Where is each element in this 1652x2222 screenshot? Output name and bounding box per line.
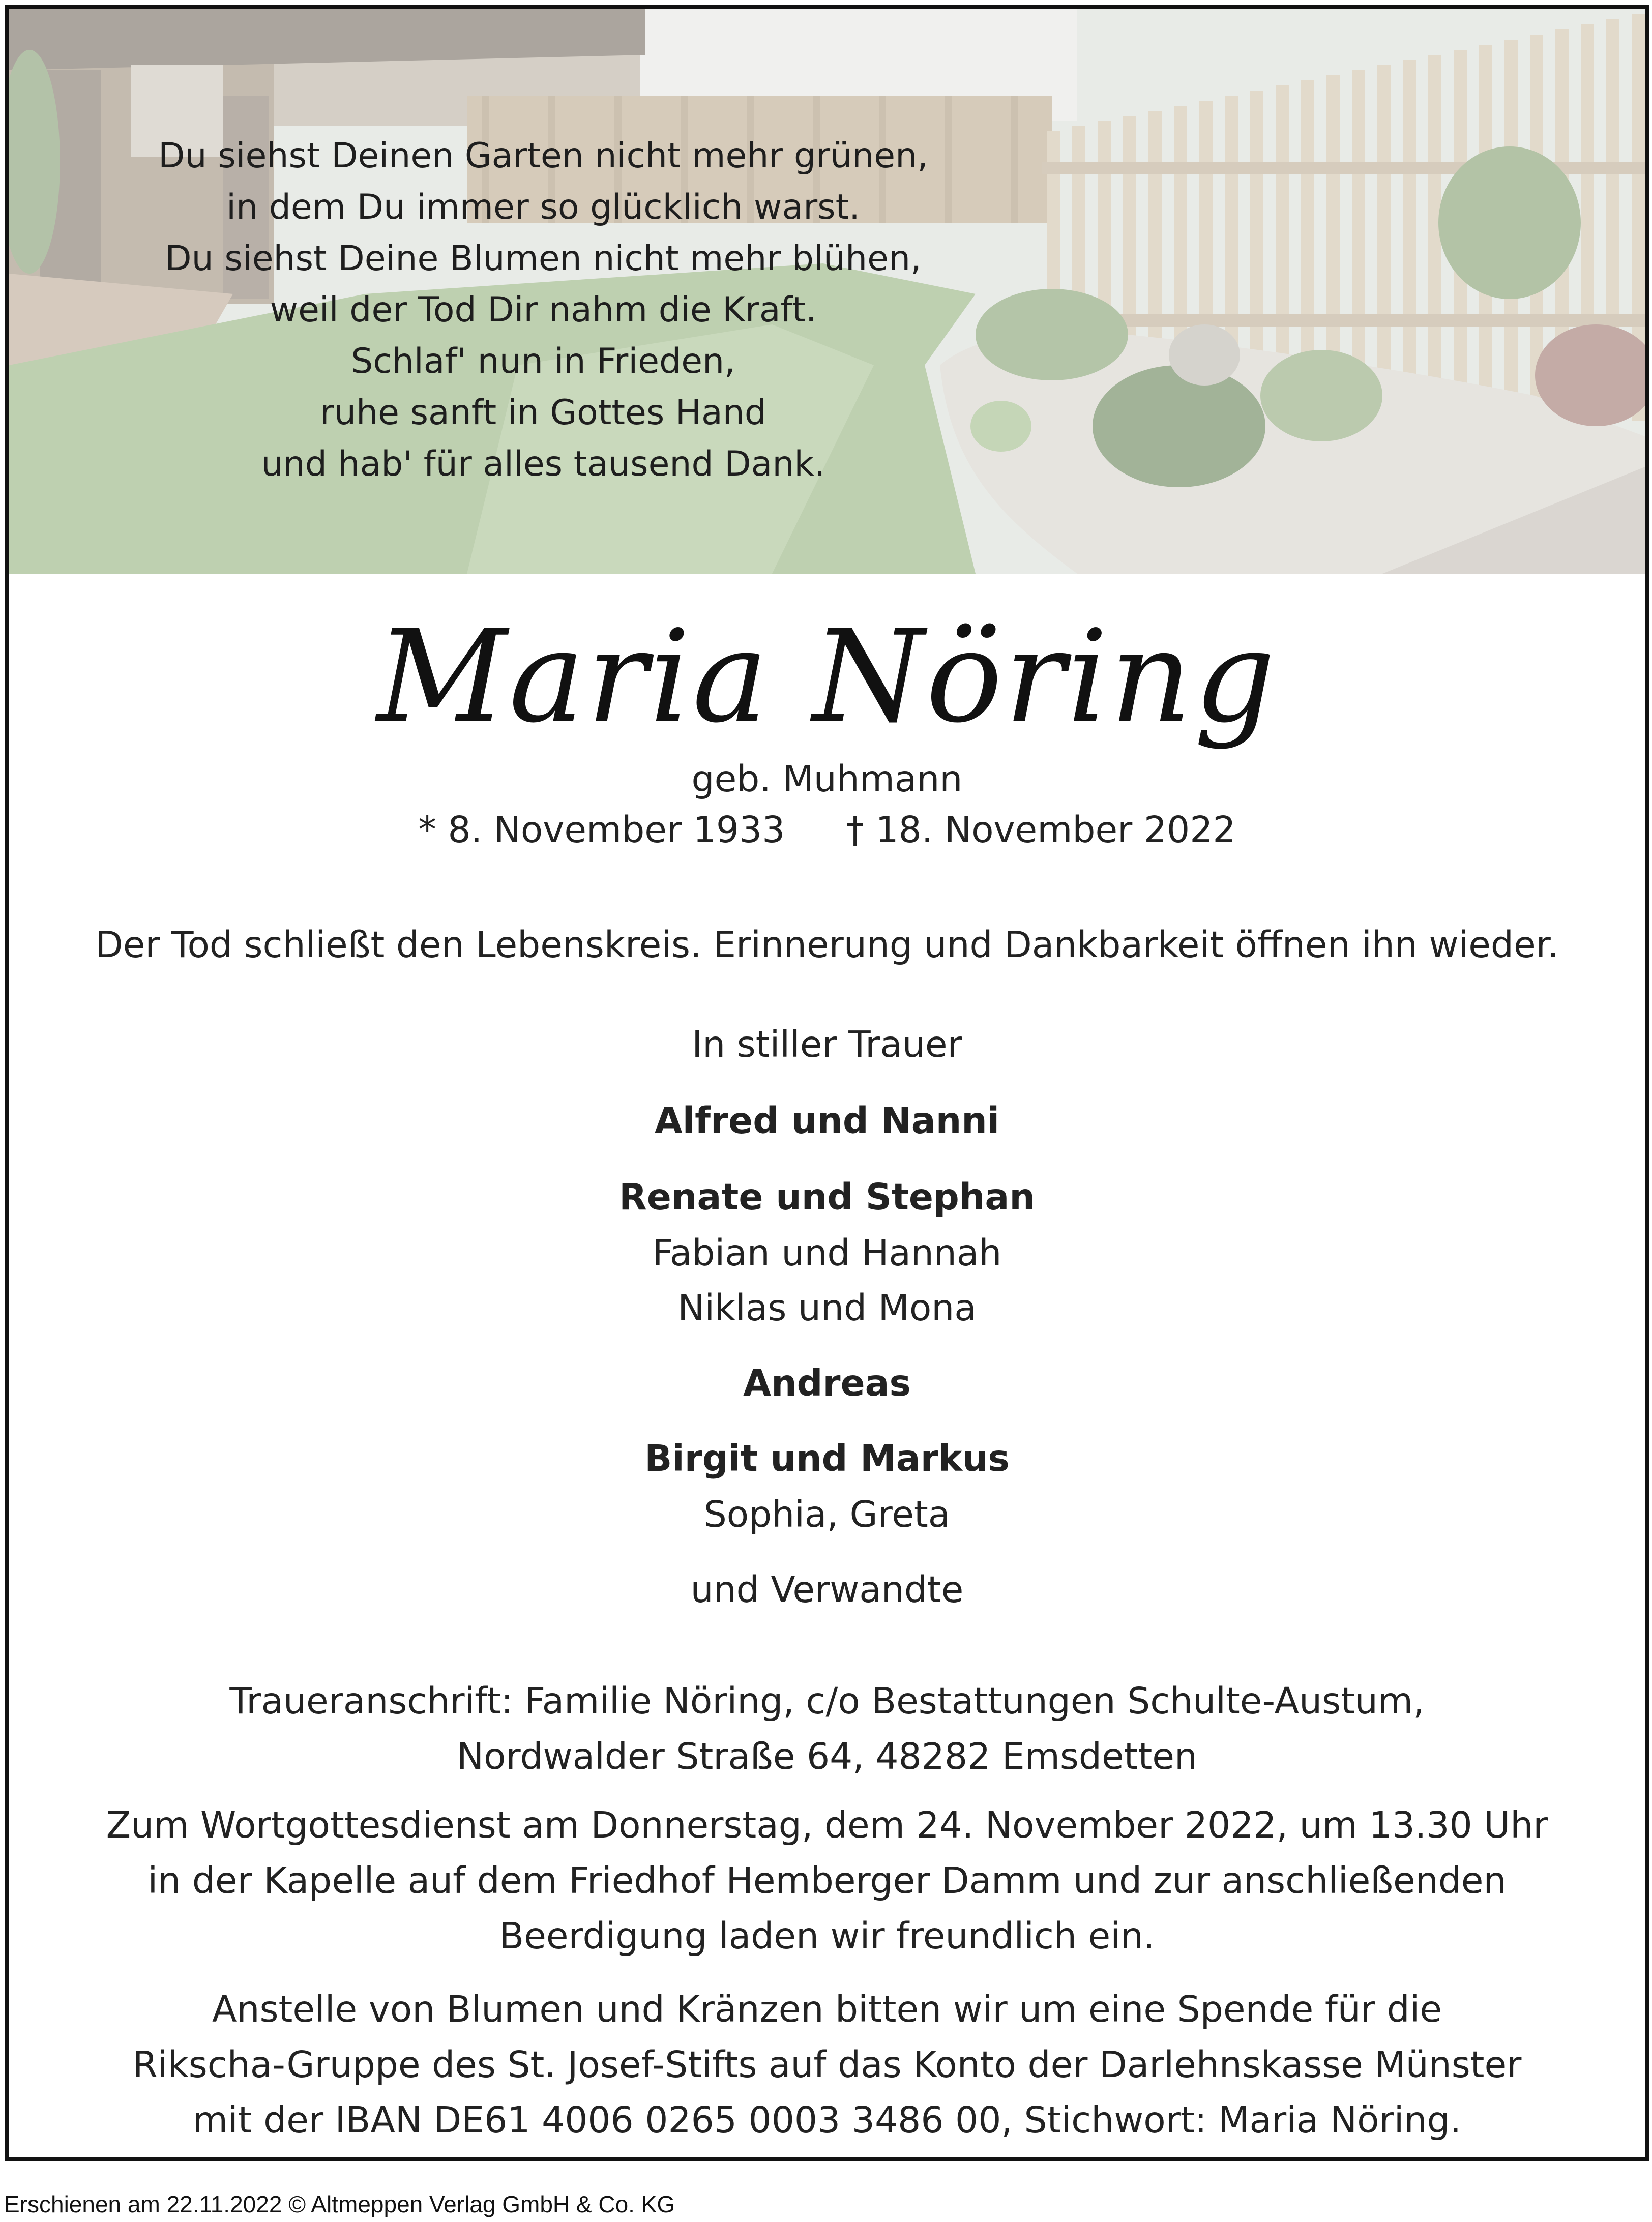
relatives: und Verwandte — [690, 1568, 964, 1611]
address-line: Nordwalder Straße 64, 48282 Emsdetten — [457, 1735, 1197, 1777]
life-dates — [9, 810, 1645, 850]
poem-line: ruhe sanft in Gottes Hand — [320, 393, 766, 433]
poem — [55, 130, 1031, 490]
donation-line: Rikscha-Gruppe des St. Josef-Stifts auf das Konto der Darlehnskasse Münster — [132, 2043, 1522, 2086]
donation-line: mit der IBAN DE61 4006 0265 0003 3486 00, Stichwort: Maria Nöring. — [192, 2099, 1462, 2141]
poem-line: weil der Tod Dir nahm die Kraft. — [270, 290, 817, 330]
poem-line: in dem Du immer so glücklich warst. — [226, 187, 860, 227]
mourning-address — [9, 1673, 1645, 1784]
poem-line: Du siehst Deine Blumen nicht mehr blühen, — [165, 239, 922, 279]
service-line: Beerdigung laden wir freundlich ein. — [499, 1915, 1155, 1957]
donation-line: Anstelle von Blumen und Kränzen bitten wir um eine Spende für die — [212, 1988, 1442, 2030]
service-line: Zum Wortgottesdienst am Donnerstag, dem 24. November 2022, um 13.30 Uhr — [106, 1804, 1548, 1846]
mourner-group-head: Alfred und Nanni — [654, 1100, 1000, 1142]
service-notice — [9, 1797, 1645, 1964]
mourner-group-head: Birgit und Markus — [644, 1437, 1010, 1479]
poem-line: Du siehst Deinen Garten nicht mehr grünen, — [158, 136, 928, 176]
motto: Der Tod schließt den Lebenskreis. Erinnerung und Dankbarkeit öffnen ihn wieder. — [95, 924, 1559, 966]
deceased-name: Maria Nöring — [376, 603, 1278, 751]
mourner-member: Sophia, Greta — [703, 1493, 951, 1535]
mourner-group-head: Renate und Stephan — [619, 1176, 1035, 1218]
mourner-member: Fabian und Hannah — [652, 1232, 1002, 1274]
address-line: Traueranschrift: Familie Nöring, c/o Bestattungen Schulte-Austum, — [229, 1680, 1425, 1722]
birth-date: * 8. November 1933 — [418, 809, 785, 851]
death-date: † 18. November 2022 — [846, 809, 1236, 851]
mourning-intro: In stiller Trauer — [692, 1023, 962, 1065]
donation-notice — [9, 1981, 1645, 2148]
poem-line: Schlaf' nun in Frieden, — [351, 341, 735, 381]
poem-line: und hab' für alles tausend Dank. — [261, 444, 825, 484]
obituary-frame — [5, 5, 1649, 2161]
service-line: in der Kapelle auf dem Friedhof Hemberger Damm und zur anschließenden — [148, 1859, 1507, 1902]
mourner-member: Niklas und Mona — [677, 1287, 977, 1329]
birth-name: geb. Muhmann — [691, 758, 963, 800]
publication-footer: Erschienen am 22.11.2022 © Altmeppen Verlag GmbH & Co. KG — [4, 2191, 675, 2217]
mourner-group-head: Andreas — [743, 1362, 911, 1404]
garden-photo — [9, 9, 1645, 574]
